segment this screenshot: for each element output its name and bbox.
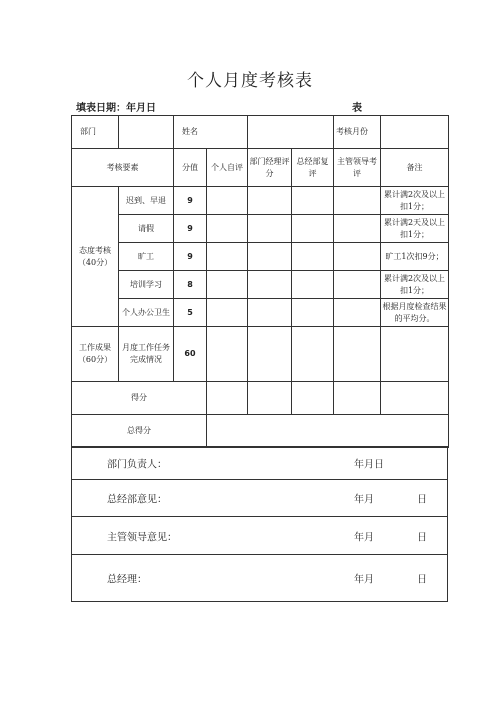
header-elements: 考核要素 xyxy=(72,149,174,187)
gm-cell[interactable] xyxy=(292,271,334,299)
attitude-group: 态度考核（40分） xyxy=(72,187,119,327)
sign-date: 年月 xyxy=(354,532,374,543)
item-note: 旷工1次扣9分； xyxy=(381,243,449,271)
item-score: 8 xyxy=(174,271,207,299)
total-label: 总得分 xyxy=(72,415,207,448)
item-name: 迟到、早退 xyxy=(119,187,174,215)
sign-date: 年月 xyxy=(354,574,374,586)
sign-day: 日 xyxy=(417,494,427,506)
page-title: 个人月度考核表 xyxy=(187,71,313,91)
sign-cell[interactable] xyxy=(72,480,448,517)
item-score: 9 xyxy=(174,215,207,243)
item-name: 月度工作任务完成情况 xyxy=(119,327,174,382)
month-label: 考核月份 xyxy=(334,116,381,149)
header-dept-mgr: 部门经理评分 xyxy=(248,149,292,187)
item-name: 旷工 xyxy=(119,243,174,271)
gm-cell[interactable] xyxy=(292,243,334,271)
table-row xyxy=(72,271,449,299)
self-cell[interactable] xyxy=(207,327,248,382)
total-row xyxy=(72,415,449,448)
sign-cell[interactable] xyxy=(72,447,448,480)
sign-row xyxy=(72,555,448,602)
score-row xyxy=(72,382,449,415)
dept-mgr-cell[interactable] xyxy=(248,187,292,215)
dept-field[interactable] xyxy=(119,116,174,149)
table-row xyxy=(72,215,449,243)
item-score: 60 xyxy=(174,327,207,382)
table-row xyxy=(72,187,449,215)
item-note: 根据月度检查结果的平均分。 xyxy=(381,299,449,327)
sign-row xyxy=(72,517,448,555)
dept-mgr-cell[interactable] xyxy=(248,271,292,299)
item-name: 培训学习 xyxy=(119,271,174,299)
info-row xyxy=(72,116,449,149)
item-name: 个人办公卫生 xyxy=(119,299,174,327)
leader-cell[interactable] xyxy=(334,187,381,215)
header-score: 分值 xyxy=(174,149,207,187)
sign-row xyxy=(72,480,448,517)
leader-cell[interactable] xyxy=(334,271,381,299)
gm-cell[interactable] xyxy=(292,187,334,215)
self-cell[interactable] xyxy=(207,271,248,299)
sign-row xyxy=(72,447,448,480)
score-label: 得分 xyxy=(72,382,207,415)
dept-label: 部门 xyxy=(72,116,119,149)
gm-cell[interactable] xyxy=(292,382,334,415)
item-name: 请假 xyxy=(119,215,174,243)
result-group: 工作成果（60分） xyxy=(72,327,119,382)
sign-date: 年月 xyxy=(354,494,374,506)
item-score: 9 xyxy=(174,243,207,271)
sign-label: 总经理： xyxy=(107,574,147,586)
item-score: 5 xyxy=(174,299,207,327)
table-row xyxy=(72,327,449,382)
name-field[interactable] xyxy=(248,116,334,149)
gm-cell[interactable] xyxy=(292,215,334,243)
sign-label: 总经部意见： xyxy=(107,494,167,506)
sign-label: 主管领导意见： xyxy=(107,532,177,543)
signature-table xyxy=(71,446,448,602)
leader-cell[interactable] xyxy=(334,299,381,327)
fill-date-label: 填表日期：年月日 xyxy=(76,103,156,114)
item-score: 9 xyxy=(174,187,207,215)
sign-cell[interactable] xyxy=(72,555,448,602)
sign-cell[interactable] xyxy=(72,517,448,555)
month-field[interactable] xyxy=(381,116,449,149)
self-cell[interactable] xyxy=(207,215,248,243)
leader-cell[interactable] xyxy=(334,243,381,271)
assessment-table xyxy=(71,115,449,448)
name-label: 姓名 xyxy=(174,116,248,149)
dept-mgr-cell[interactable] xyxy=(248,382,292,415)
leader-cell[interactable] xyxy=(334,327,381,382)
header-gm-review: 总经部复评 xyxy=(292,149,334,187)
sign-date: 年月日 xyxy=(354,459,384,471)
dept-mgr-cell[interactable] xyxy=(248,243,292,271)
self-cell[interactable] xyxy=(207,382,248,415)
note-cell xyxy=(381,327,449,382)
gm-cell[interactable] xyxy=(292,327,334,382)
dept-mgr-cell[interactable] xyxy=(248,215,292,243)
leader-cell[interactable] xyxy=(334,215,381,243)
item-note: 累计满2天及以上扣1分； xyxy=(381,215,449,243)
sign-day: 日 xyxy=(417,532,427,543)
note-cell xyxy=(381,382,449,415)
item-note: 累计满2次及以上扣1分； xyxy=(381,271,449,299)
dept-mgr-cell[interactable] xyxy=(248,327,292,382)
header-self: 个人自评 xyxy=(207,149,248,187)
header-note: 备注 xyxy=(381,149,449,187)
self-cell[interactable] xyxy=(207,243,248,271)
dept-mgr-cell[interactable] xyxy=(248,299,292,327)
self-cell[interactable] xyxy=(207,299,248,327)
leader-cell[interactable] xyxy=(334,382,381,415)
sign-label: 部门负责人： xyxy=(107,459,167,471)
header-row xyxy=(72,149,449,187)
sign-day: 日 xyxy=(417,574,427,586)
fill-suffix: 表 xyxy=(352,103,362,114)
header-leader: 主管领导考评 xyxy=(334,149,381,187)
item-note: 累计满2次及以上扣1分； xyxy=(381,187,449,215)
total-field[interactable] xyxy=(207,415,449,448)
gm-cell[interactable] xyxy=(292,299,334,327)
self-cell[interactable] xyxy=(207,187,248,215)
table-row xyxy=(72,299,449,327)
table-row xyxy=(72,243,449,271)
